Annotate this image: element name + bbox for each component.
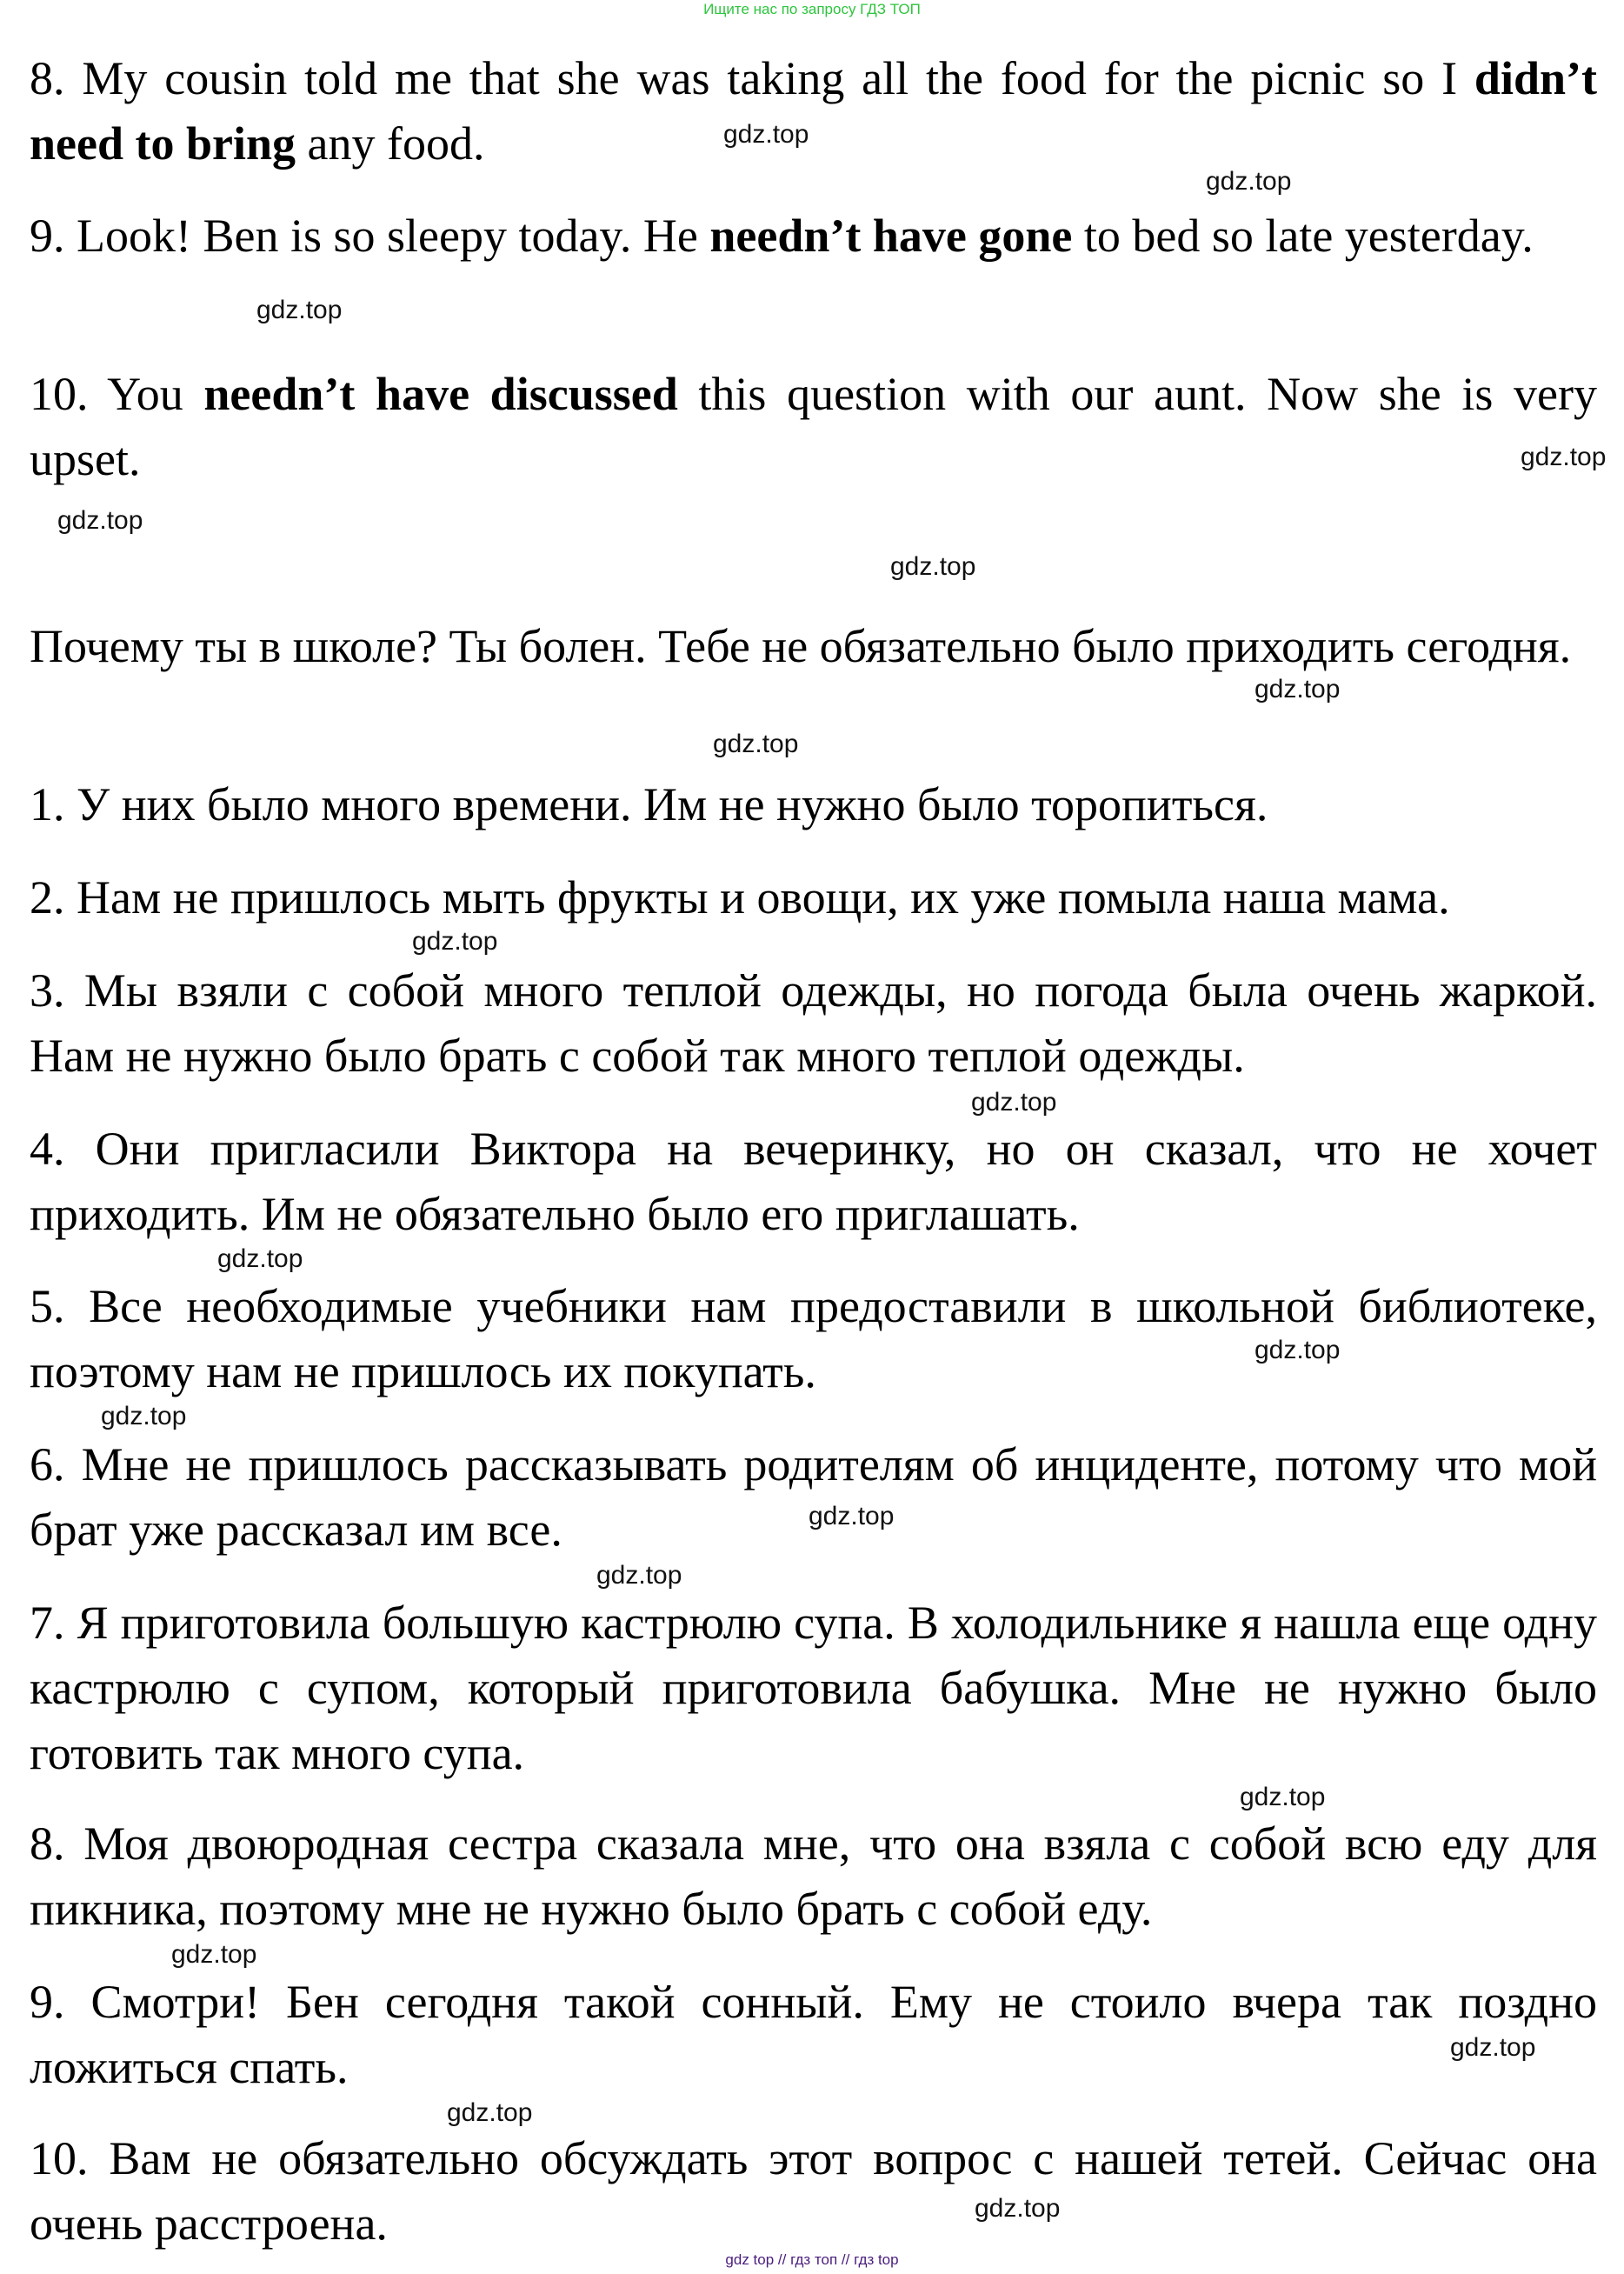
watermark: gdz.top bbox=[723, 120, 809, 149]
watermark: gdz.top bbox=[809, 1502, 895, 1530]
watermark: gdz.top bbox=[412, 927, 498, 956]
search-banner: Ищите нас по запросу ГДЗ ТОП bbox=[703, 1, 921, 17]
watermark: gdz.top bbox=[217, 1244, 303, 1273]
text-segment: 5. Все необходимые учебники нам предоставили в школьной библиотеке, поэтому нам не пришлось их покупать. bbox=[30, 1280, 1597, 1397]
text-segment: this question with our aunt. Now she is very upset. bbox=[30, 368, 1597, 485]
text-segment: 6. Мне не пришлось рассказывать родителям об инциденте, потому что мой брат уже рассказал им все. bbox=[30, 1438, 1597, 1556]
paragraph bbox=[30, 1117, 1597, 1247]
watermark: gdz.top bbox=[57, 506, 143, 535]
text-segment: 2. Нам не пришлось мыть фрукты и овощи, их уже помыла наша мама. bbox=[30, 871, 1450, 924]
paragraph bbox=[30, 1811, 1597, 1942]
text-segment: Почему ты в школе? Ты болен. Тебе не обязательно было приходить сегодня. bbox=[30, 620, 1572, 672]
text-segment: 9. Смотри! Бен сегодня такой сонный. Ему не стоило вчера так поздно ложиться спать. bbox=[30, 1976, 1597, 2093]
watermark: gdz.top bbox=[975, 2194, 1061, 2223]
text-segment: 10. Вам не обязательно обсуждать этот вопрос с нашей тетей. Сейчас она очень расстроена. bbox=[30, 2132, 1597, 2250]
paragraph bbox=[30, 1432, 1597, 1563]
text-segment: 8. My cousin told me that she was taking all the food for the picnic so I bbox=[30, 52, 1474, 104]
text-segment: 10. You bbox=[30, 368, 204, 420]
watermark: gdz.top bbox=[971, 1088, 1057, 1117]
watermark: gdz.top bbox=[1240, 1783, 1326, 1811]
text-segment: 8. Моя двоюродная сестра сказала мне, что она взяла с собой всю еду для пикника, поэтому мне не нужно было брать с собой еду. bbox=[30, 1817, 1597, 1935]
watermark: gdz.top bbox=[447, 2098, 533, 2127]
paragraph bbox=[30, 958, 1597, 1089]
paragraph bbox=[30, 1274, 1597, 1404]
paragraph bbox=[30, 2126, 1597, 2257]
bold-phrase: needn’t have gone bbox=[709, 210, 1073, 262]
watermark: gdz.top bbox=[1255, 675, 1341, 704]
paragraph bbox=[30, 46, 1597, 177]
bold-phrase: didn’t need to bring bbox=[30, 52, 1597, 170]
text-segment: 9. Look! Ben is so sleepy today. He bbox=[30, 210, 710, 262]
paragraph bbox=[30, 362, 1597, 492]
paragraph bbox=[30, 614, 1597, 679]
watermark: gdz.top bbox=[171, 1940, 257, 1969]
watermark: gdz.top bbox=[256, 296, 343, 324]
text-segment: 4. Они пригласили Виктора на вечеринку, но он сказал, что не хочет приходить. Им не обязательно было его приглашать. bbox=[30, 1123, 1597, 1240]
paragraph bbox=[30, 1590, 1597, 1786]
watermark: gdz.top bbox=[1206, 167, 1292, 196]
paragraph bbox=[30, 865, 1597, 930]
watermark: gdz.top bbox=[1255, 1336, 1341, 1364]
watermark: gdz.top bbox=[1450, 2033, 1536, 2062]
paragraph bbox=[30, 1970, 1597, 2100]
watermark: gdz.top bbox=[1521, 443, 1607, 471]
bold-phrase: needn’t have discussed bbox=[203, 368, 678, 420]
text-segment: to bed so late yesterday. bbox=[1072, 210, 1534, 262]
paragraph bbox=[30, 772, 1597, 837]
watermark: gdz.top bbox=[596, 1561, 682, 1590]
watermark: gdz.top bbox=[713, 730, 799, 758]
text-segment: any food. bbox=[296, 117, 485, 170]
text-segment: 3. Мы взяли с собой много теплой одежды, но погода была очень жаркой. Нам не нужно было брать с собой так много теплой одежды. bbox=[30, 964, 1597, 1082]
watermark: gdz.top bbox=[101, 1402, 187, 1430]
text-segment: 1. У них было много времени. Им не нужно было торопиться. bbox=[30, 778, 1268, 830]
paragraph bbox=[30, 203, 1597, 269]
text-segment: 7. Я приготовила большую кастрюлю супа. В холодильнике я нашла еще одну кастрюлю с супом, который приготовила бабушка. Мне не нужно было готовить так много супа. bbox=[30, 1597, 1597, 1779]
watermark: gdz.top bbox=[890, 552, 976, 581]
footer-watermark: gdz top // гдз топ // гдз top bbox=[725, 2251, 899, 2268]
